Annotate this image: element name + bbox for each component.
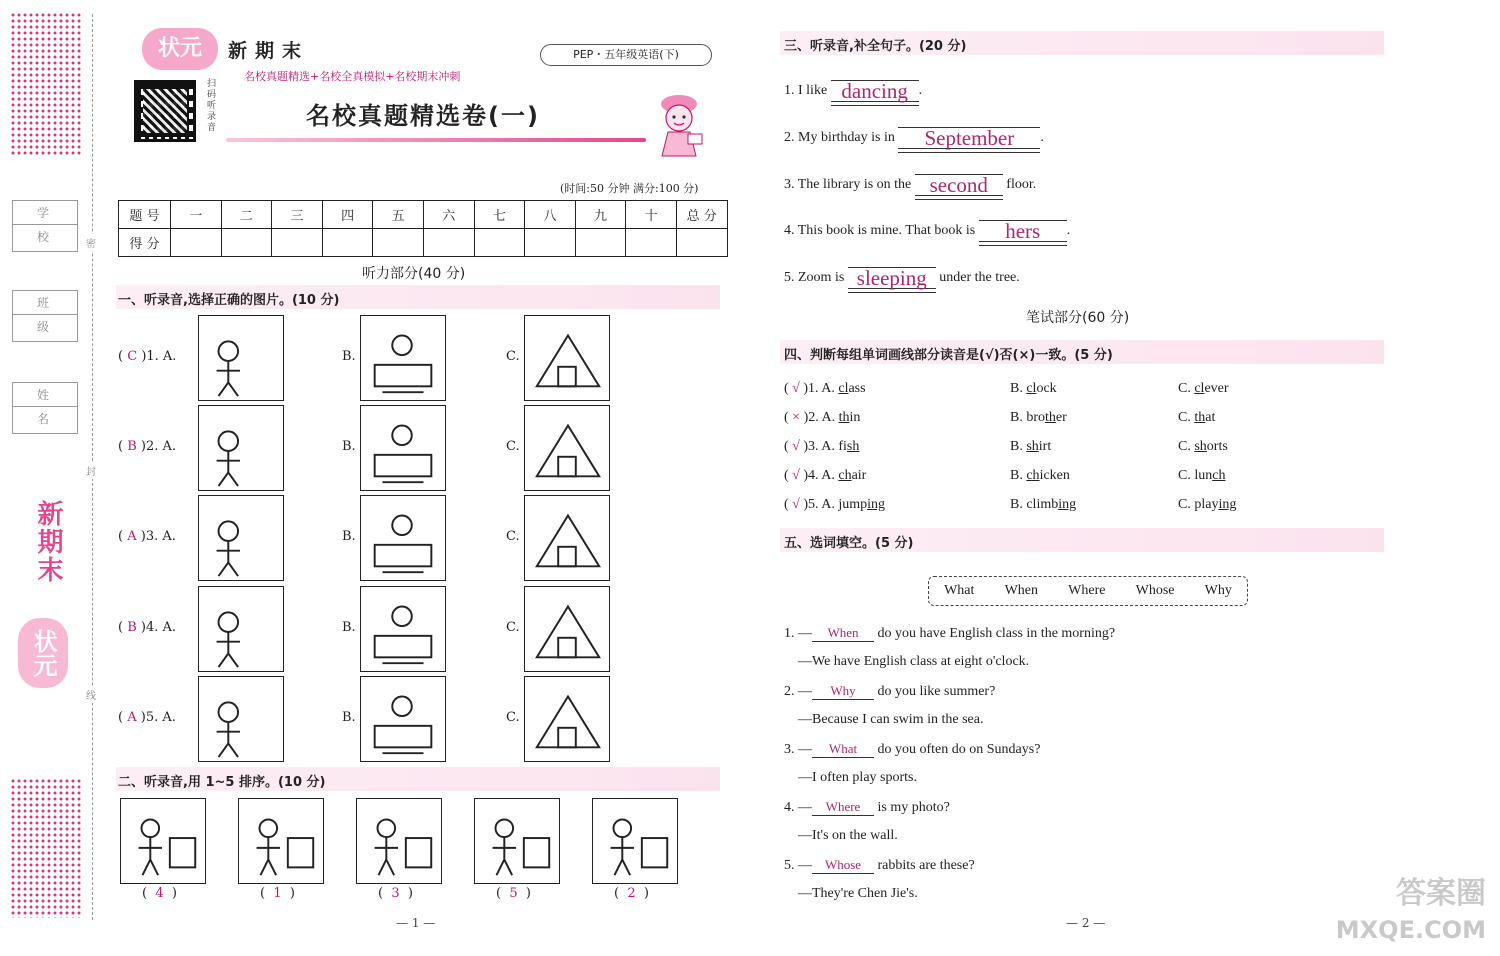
table-cell: 八 bbox=[525, 201, 576, 229]
order-answer[interactable]: ( 1 ) bbox=[260, 886, 295, 901]
question-text: do you often do on Sundays? bbox=[874, 742, 1041, 757]
question-label: )4. A. bbox=[140, 620, 177, 635]
score-cell[interactable] bbox=[272, 229, 323, 257]
watermark-line: 答案圈 bbox=[1396, 876, 1486, 911]
fill-question bbox=[784, 799, 950, 816]
draw-illustration-icon bbox=[361, 496, 445, 580]
word-bank-item: When bbox=[1004, 583, 1038, 598]
answer-letter[interactable]: B bbox=[127, 439, 137, 454]
table-cell: 一 bbox=[171, 201, 222, 229]
question-text: do you have English class in the morning? bbox=[874, 626, 1116, 641]
order-answer[interactable]: ( 3 ) bbox=[378, 886, 413, 901]
scene-icon bbox=[239, 799, 323, 883]
sequence-picture bbox=[592, 798, 678, 884]
score-cell[interactable] bbox=[171, 229, 222, 257]
question-text: is my photo? bbox=[874, 800, 950, 815]
class-label: 班 级 bbox=[13, 291, 77, 315]
question-number: 4. — bbox=[784, 800, 812, 815]
fill-reply: —They're Chen Jie's. bbox=[798, 886, 918, 901]
dance-illustration-icon bbox=[199, 677, 283, 761]
score-table-header-row bbox=[119, 201, 728, 229]
school-label: 学 校 bbox=[13, 201, 77, 225]
question-number bbox=[118, 439, 176, 454]
bracket: ( bbox=[118, 439, 124, 454]
answer-blank[interactable]: September bbox=[898, 127, 1040, 149]
part3-item-1 bbox=[784, 80, 922, 102]
option-picture[interactable] bbox=[360, 315, 446, 401]
option-c-label: C. bbox=[506, 710, 520, 725]
score-table bbox=[118, 200, 728, 257]
fill-question bbox=[784, 741, 1040, 758]
decor-dots-bottom bbox=[10, 778, 82, 918]
table-cell: 题 号 bbox=[119, 201, 171, 229]
dance-illustration-icon bbox=[361, 677, 445, 761]
question-text: do you like summer? bbox=[874, 684, 996, 699]
beach-illustration-icon bbox=[525, 316, 609, 400]
fill-question bbox=[784, 683, 995, 700]
skate-illustration-icon bbox=[361, 587, 445, 671]
answer-letter[interactable]: C bbox=[127, 349, 138, 364]
fill-reply: —It's on the wall. bbox=[798, 828, 898, 843]
option-c-label: C. bbox=[506, 620, 520, 635]
sequence-picture bbox=[474, 798, 560, 884]
question-number bbox=[118, 710, 176, 725]
question-label: )1. A. bbox=[141, 349, 177, 364]
option-picture[interactable] bbox=[524, 315, 610, 401]
answer-blank[interactable]: hers bbox=[979, 220, 1067, 242]
score-table-score-row bbox=[119, 229, 728, 257]
part3-item-4 bbox=[784, 220, 1070, 242]
table-cell: 总 分 bbox=[676, 201, 727, 229]
skate-illustration-icon bbox=[199, 587, 283, 671]
score-cell[interactable] bbox=[626, 229, 677, 257]
answer-blank[interactable]: Whose bbox=[812, 857, 874, 874]
item-text: floor. bbox=[1002, 177, 1037, 192]
word-a: class bbox=[838, 381, 866, 396]
word-bank-item: Why bbox=[1204, 583, 1232, 598]
question-number: 2. — bbox=[784, 684, 812, 699]
class-field[interactable] bbox=[12, 290, 78, 342]
answer-blank[interactable]: dancing bbox=[831, 80, 919, 102]
beach-illustration-icon bbox=[361, 316, 445, 400]
score-cell[interactable] bbox=[322, 229, 373, 257]
part3-item-3 bbox=[784, 174, 1036, 196]
fill-reply: —I often play sports. bbox=[798, 770, 917, 785]
question-number: 3. — bbox=[784, 742, 812, 757]
listening-heading: 听力部分(40 分) bbox=[362, 266, 466, 282]
watermark-line: MXQE.COM bbox=[1335, 916, 1486, 944]
scene-icon bbox=[357, 799, 441, 883]
fill-question bbox=[784, 625, 1115, 642]
answer-letter[interactable]: B bbox=[127, 620, 137, 635]
option-picture[interactable] bbox=[524, 495, 610, 581]
question-label: )2. A. bbox=[140, 439, 177, 454]
beach-illustration-icon bbox=[199, 316, 283, 400]
option-picture[interactable] bbox=[360, 495, 446, 581]
seal-char-mi: 密 bbox=[86, 234, 96, 251]
fill-question bbox=[784, 857, 975, 874]
brand-badge: 状元 bbox=[142, 28, 218, 70]
option-b-label: B. bbox=[342, 620, 356, 635]
vertical-badge: 状元 bbox=[18, 618, 68, 688]
order-value: 1 bbox=[273, 886, 282, 901]
order-value: 2 bbox=[627, 886, 636, 901]
option-picture[interactable] bbox=[524, 405, 610, 491]
score-cell[interactable] bbox=[525, 229, 576, 257]
brand-name: 新期末 bbox=[228, 40, 310, 62]
word-c: C. lunch bbox=[1178, 468, 1226, 483]
option-picture[interactable] bbox=[198, 586, 284, 672]
row-number: )1. A. bbox=[803, 381, 839, 396]
bracket: ( bbox=[118, 349, 124, 364]
part2-title: 二、听录音,用 1~5 排序。(10 分) bbox=[118, 775, 326, 790]
order-answer[interactable]: ( 5 ) bbox=[496, 886, 531, 901]
table-cell: 得 分 bbox=[119, 229, 171, 257]
question-number: 1. — bbox=[784, 626, 812, 641]
decor-dots-top bbox=[10, 12, 82, 156]
sequence-picture bbox=[238, 798, 324, 884]
answer-letter[interactable]: A bbox=[127, 710, 137, 725]
writing-heading: 笔试部分(60 分) bbox=[1026, 310, 1130, 326]
item-text: 5. Zoom is bbox=[784, 270, 848, 285]
page-number-left: — 1 — bbox=[396, 916, 436, 930]
option-picture[interactable] bbox=[198, 405, 284, 491]
bracket: ( bbox=[118, 620, 124, 635]
option-picture[interactable] bbox=[524, 586, 610, 672]
word-c: C. shorts bbox=[1178, 439, 1228, 454]
dinner-illustration-icon bbox=[361, 406, 445, 490]
word-b: B. shirt bbox=[1010, 439, 1052, 454]
option-picture[interactable] bbox=[360, 405, 446, 491]
option-b-label: B. bbox=[342, 710, 356, 725]
table-cell: 四 bbox=[322, 201, 373, 229]
option-c-label: C. bbox=[506, 439, 520, 454]
judge-mark[interactable]: × bbox=[792, 410, 801, 425]
judge-mark[interactable]: √ bbox=[792, 381, 800, 396]
word-b: B. climbing bbox=[1010, 497, 1077, 512]
answer-blank[interactable]: second bbox=[915, 174, 1003, 196]
seal-char-feng: 封 bbox=[86, 462, 96, 479]
part4-title: 四、判断每组单词画线部分读音是(√)否(×)一致。(5 分) bbox=[784, 348, 1113, 363]
pronunciation-row: ( √ )4. A. chair bbox=[784, 468, 867, 483]
table-cell: 六 bbox=[423, 201, 474, 229]
option-picture[interactable] bbox=[360, 676, 446, 762]
fill-reply: —We have English class at eight o'clock. bbox=[798, 654, 1030, 669]
word-a: fish bbox=[838, 439, 860, 454]
word-a: jumping bbox=[838, 497, 886, 512]
word-bank-item: What bbox=[944, 583, 975, 598]
sequence-picture bbox=[356, 798, 442, 884]
table-cell: 七 bbox=[474, 201, 525, 229]
bracket: ( bbox=[118, 710, 124, 725]
question-number bbox=[118, 620, 176, 635]
pronunciation-row: ( √ )1. A. class bbox=[784, 381, 866, 396]
table-cell: 九 bbox=[575, 201, 626, 229]
pronunciation-row: ( × )2. A. thin bbox=[784, 410, 861, 425]
option-picture[interactable] bbox=[198, 315, 284, 401]
watermark bbox=[1336, 876, 1486, 948]
dinner-illustration-icon bbox=[525, 406, 609, 490]
order-value: 3 bbox=[391, 886, 400, 901]
item-text: 4. This book is mine. That book is bbox=[784, 223, 979, 238]
item-text: 1. I like bbox=[784, 83, 831, 98]
item-text: . bbox=[1066, 223, 1071, 238]
answer-blank[interactable]: sleeping bbox=[848, 267, 936, 289]
sequence-picture bbox=[120, 798, 206, 884]
word-a: chair bbox=[838, 468, 867, 483]
page-number-right: — 2 — bbox=[1066, 916, 1106, 930]
seal-char-xian: 线 bbox=[86, 686, 96, 703]
question-label: )5. A. bbox=[140, 710, 176, 725]
name-field[interactable] bbox=[12, 382, 78, 434]
order-value: 4 bbox=[155, 886, 164, 901]
option-picture[interactable] bbox=[524, 676, 610, 762]
score-cell[interactable] bbox=[575, 229, 626, 257]
word-c: C. playing bbox=[1178, 497, 1237, 512]
scene-icon bbox=[121, 799, 205, 883]
part3-item-2 bbox=[784, 127, 1044, 149]
part5-title: 五、选词填空。(5 分) bbox=[784, 536, 914, 551]
title-underline bbox=[226, 138, 646, 142]
score-cell[interactable] bbox=[221, 229, 272, 257]
answer-blank[interactable]: Where bbox=[812, 799, 874, 816]
question-text: rabbits are these? bbox=[874, 858, 975, 873]
vertical-brand: 新期末 bbox=[33, 500, 63, 584]
table-cell: 十 bbox=[626, 201, 677, 229]
part3-title: 三、听录音,补全句子。(20 分) bbox=[784, 39, 967, 54]
bracket: ( bbox=[118, 529, 124, 544]
row-number: )4. A. bbox=[803, 468, 839, 483]
word-bank-item: Where bbox=[1068, 583, 1106, 598]
word-bank-item: Whose bbox=[1135, 583, 1175, 598]
word-b: B. clock bbox=[1010, 381, 1057, 396]
pep-tag: PEP・五年级英语(下) bbox=[540, 44, 712, 66]
part1-title: 一、听录音,选择正确的图片。(10 分) bbox=[118, 293, 340, 308]
row-number: )5. A. bbox=[803, 497, 839, 512]
order-value: 5 bbox=[509, 886, 518, 901]
word-c: C. clever bbox=[1178, 381, 1229, 396]
item-text: under the tree. bbox=[935, 270, 1020, 285]
score-cell[interactable] bbox=[474, 229, 525, 257]
timing-note: (时间:50 分钟 满分:100 分) bbox=[560, 182, 699, 195]
item-text: 2. My birthday is in bbox=[784, 130, 899, 145]
part3-item-5 bbox=[784, 267, 1020, 289]
pronunciation-row: ( √ )5. A. jumping bbox=[784, 497, 886, 512]
tagline: 名校真题精选+名校全真模拟+名校期末冲刺 bbox=[244, 70, 461, 83]
answer-blank[interactable]: What bbox=[812, 741, 874, 758]
scene-icon bbox=[593, 799, 677, 883]
fill-reply: —Because I can swim in the sea. bbox=[798, 712, 984, 727]
row-number: )2. A. bbox=[803, 410, 839, 425]
score-cell[interactable] bbox=[423, 229, 474, 257]
word-a: thin bbox=[838, 410, 861, 425]
question-label: )3. A. bbox=[140, 529, 176, 544]
item-text: . bbox=[918, 83, 923, 98]
option-b-label: B. bbox=[342, 439, 356, 454]
order-answer[interactable]: ( 2 ) bbox=[614, 886, 649, 901]
item-text: 3. The library is on the bbox=[784, 177, 915, 192]
dance-illustration-icon bbox=[525, 677, 609, 761]
page-title: 名校真题精选卷(一) bbox=[306, 102, 540, 130]
school-field[interactable] bbox=[12, 200, 78, 252]
word-b: B. chicken bbox=[1010, 468, 1070, 483]
order-answer[interactable]: ( 4 ) bbox=[142, 886, 177, 901]
question-number bbox=[118, 349, 176, 364]
row-number: )3. A. bbox=[803, 439, 839, 454]
score-cell[interactable] bbox=[373, 229, 424, 257]
table-cell: 二 bbox=[221, 201, 272, 229]
item-text: . bbox=[1040, 130, 1044, 145]
option-picture[interactable] bbox=[198, 495, 284, 581]
judge-mark[interactable]: √ bbox=[792, 439, 800, 454]
qr-code-icon[interactable] bbox=[134, 80, 196, 142]
scene-icon bbox=[475, 799, 559, 883]
option-c-label: C. bbox=[506, 349, 520, 364]
answer-blank[interactable]: When bbox=[812, 625, 874, 642]
question-number: 5. — bbox=[784, 858, 812, 873]
judge-mark[interactable]: √ bbox=[792, 497, 800, 512]
judge-mark[interactable]: √ bbox=[792, 468, 800, 483]
option-b-label: B. bbox=[342, 529, 356, 544]
word-bank bbox=[928, 576, 1248, 606]
word-b: B. brother bbox=[1010, 410, 1067, 425]
table-cell: 五 bbox=[373, 201, 424, 229]
table-cell: 三 bbox=[272, 201, 323, 229]
answer-letter[interactable]: A bbox=[127, 529, 137, 544]
draw-illustration-icon bbox=[525, 496, 609, 580]
dinner-illustration-icon bbox=[199, 406, 283, 490]
word-c: C. that bbox=[1178, 410, 1216, 425]
name-label: 姓 名 bbox=[13, 383, 77, 407]
pronunciation-row: ( √ )3. A. fish bbox=[784, 439, 860, 454]
scan-hint: 扫码听录音 bbox=[205, 78, 215, 133]
option-picture[interactable] bbox=[360, 586, 446, 672]
question-number bbox=[118, 529, 176, 544]
score-cell[interactable] bbox=[676, 229, 727, 257]
skate-illustration-icon bbox=[525, 587, 609, 671]
option-b-label: B. bbox=[342, 349, 356, 364]
option-c-label: C. bbox=[506, 529, 520, 544]
mascot-icon bbox=[648, 90, 710, 158]
answer-blank[interactable]: Why bbox=[812, 683, 874, 700]
option-picture[interactable] bbox=[198, 676, 284, 762]
draw-illustration-icon bbox=[199, 496, 283, 580]
